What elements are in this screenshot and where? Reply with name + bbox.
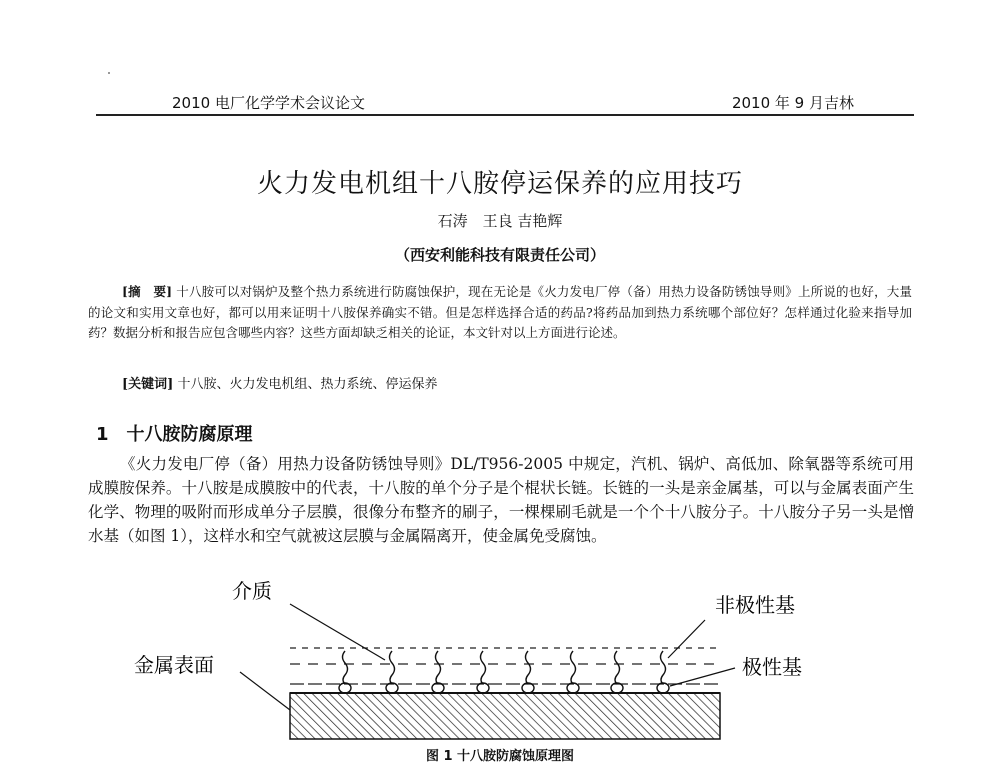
keywords-text: 十八胺、火力发电机组、热力系统、停运保养 [173, 377, 438, 392]
leader-metal-surface [240, 672, 290, 710]
amine-molecule [657, 651, 669, 693]
header-date-place: 2010 年 9 月吉林 [731, 94, 854, 112]
metal-substrate [290, 693, 720, 739]
paper-affiliation: （西安利能科技有限责任公司） [394, 246, 605, 264]
amine-molecule [611, 651, 623, 693]
leader-medium [290, 604, 385, 660]
amine-molecule [386, 651, 398, 693]
section-number: 1 [96, 424, 109, 445]
abstract-tag: [摘 要] [122, 284, 173, 299]
section-title: 十八胺防腐原理 [126, 424, 253, 445]
amine-molecule [339, 651, 351, 693]
keywords-tag: [关键词] [122, 377, 174, 392]
header-conference: 2010 电厂化学学术会议论文 [172, 94, 365, 112]
label-medium: 介质 [232, 579, 272, 603]
abstract-text: 十八胺可以对锅炉及整个热力系统进行防腐蚀保护，现在无论是《火力发电厂停（备）用热力设备防锈蚀导则》上所说的也好，大量的论文和实用文章也好，都可以用来证明十八胺保养确实不错。但是怎样选择合适的药品?将药品加到热力系统哪个部位好？怎样通过化验来指导加药？数据分析和报告应包含哪些内容？这些方面却缺乏相关的论证，本文针对以上方面进行论述。 [88, 284, 912, 340]
amine-molecule [522, 651, 534, 693]
label-nonpolar: 非极性基 [715, 593, 795, 617]
figure-caption: 图 1 十八胺防腐蚀原理图 [425, 749, 575, 764]
amine-molecule [567, 651, 579, 693]
body-paragraph: 《火力发电厂停（备）用热力设备防锈蚀导则》DL/T956-2005 中规定，汽机、锅炉、高低加、除氧器等系统可用成膜胺保养。十八胺是成膜胺中的代表，十八胺的单个分子是个棍状长链。长链的一头是亲金属基，可以与金属表面产生化学、物理的吸附而形成单分子层膜，很像分布整齐的刷子，一棵棵刷毛就是一个个十八胺分子。十八胺分子另一头是憎水基（如图 1），这样水和空气就被这层膜与金属隔离开，使金属免受腐蚀。 [88, 455, 914, 545]
paper-title: 火力发电机组十八胺停运保养的应用技巧 [256, 169, 743, 199]
label-metal-surface: 金属表面 [134, 653, 214, 677]
amine-molecules [339, 651, 669, 693]
paper-authors: 石涛 王良 吉艳辉 [437, 212, 563, 230]
label-polar: 极性基 [742, 655, 802, 679]
amine-molecule [477, 651, 489, 693]
amine-molecule [432, 651, 444, 693]
leader-nonpolar [668, 620, 705, 658]
leader-polar [670, 668, 735, 686]
